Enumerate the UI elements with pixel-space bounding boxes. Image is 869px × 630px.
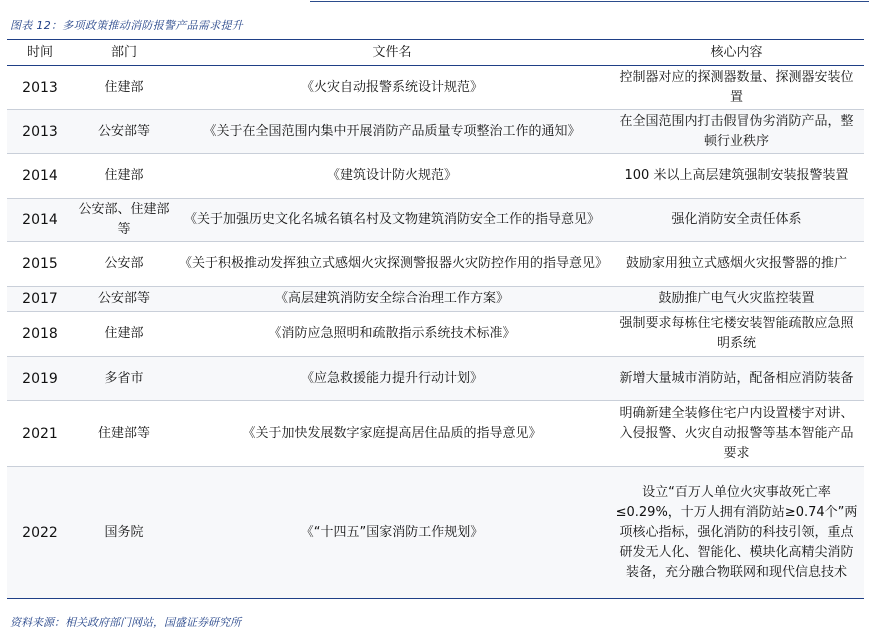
cell-dept: 公安部等 (73, 287, 175, 312)
cell-core: 强制要求每栋住宅楼安装智能疏散应急照明系统 (609, 312, 864, 357)
table-row (7, 287, 864, 312)
table-row (7, 110, 864, 154)
cell-core: 在全国范围内打击假冒伪劣消防产品，整顿行业秩序 (609, 110, 864, 154)
cell-year: 2022 (7, 467, 73, 599)
cell-core: 强化消防安全责任体系 (609, 199, 864, 242)
header-year: 时间 (7, 40, 73, 66)
cell-core: 明确新建全装修住宅户内设置楼宇对讲、入侵报警、火灾自动报警等基本智能产品要求 (609, 401, 864, 467)
cell-dept: 住建部 (73, 66, 175, 110)
header-doc: 文件名 (175, 40, 609, 66)
table-header-row (7, 40, 864, 66)
top-rule (310, 1, 869, 2)
cell-core: 新增大量城市消防站，配备相应消防装备 (609, 357, 864, 401)
table-row (7, 154, 864, 199)
cell-year: 2017 (7, 287, 73, 312)
cell-year: 2018 (7, 312, 73, 357)
table-row (7, 401, 864, 467)
table-row (7, 312, 864, 357)
cell-doc: 《关于积极推动发挥独立式感烟火灾探测警报器火灾防控作用的指导意见》 (175, 242, 609, 287)
cell-year: 2014 (7, 199, 73, 242)
cell-year: 2021 (7, 401, 73, 467)
table-row (7, 66, 864, 110)
table-row (7, 357, 864, 401)
cell-dept: 住建部 (73, 154, 175, 199)
cell-year: 2014 (7, 154, 73, 199)
source-note: 资料来源：相关政府部门网站，国盛证券研究所 (10, 616, 241, 629)
cell-year: 2013 (7, 110, 73, 154)
policy-table (7, 39, 864, 599)
cell-year: 2019 (7, 357, 73, 401)
header-core: 核心内容 (609, 40, 864, 66)
cell-dept: 公安部等 (73, 110, 175, 154)
cell-doc: 《建筑设计防火规范》 (175, 154, 609, 199)
cell-core: 100 米以上高层建筑强制安装报警装置 (609, 154, 864, 199)
cell-core: 鼓励推广电气火灾监控装置 (609, 287, 864, 312)
cell-dept: 住建部等 (73, 401, 175, 467)
table-row (7, 467, 864, 599)
cell-doc: 《消防应急照明和疏散指示系统技术标准》 (175, 312, 609, 357)
cell-dept: 多省市 (73, 357, 175, 401)
cell-dept: 国务院 (73, 467, 175, 599)
cell-doc: 《“十四五”国家消防工作规划》 (175, 467, 609, 599)
cell-core: 控制器对应的探测器数量、探测器安装位置 (609, 66, 864, 110)
cell-doc: 《关于加强历史文化名城名镇名村及文物建筑消防安全工作的指导意见》 (175, 199, 609, 242)
cell-doc: 《火灾自动报警系统设计规范》 (175, 66, 609, 110)
cell-year: 2013 (7, 66, 73, 110)
cell-doc: 《高层建筑消防安全综合治理工作方案》 (175, 287, 609, 312)
cell-dept: 公安部 (73, 242, 175, 287)
cell-core: 设立“百万人单位火灾事故死亡率≤0.29%，十万人拥有消防站≥0.74个”两项核心指标，强化消防的科技引领，重点研发无人化、智能化、模块化高精尖消防装备，充分融合物联网和现代信息技术 (609, 467, 864, 599)
table-row (7, 199, 864, 242)
cell-dept: 住建部 (73, 312, 175, 357)
cell-dept: 公安部、住建部等 (73, 199, 175, 242)
header-dept: 部门 (73, 40, 175, 66)
cell-core: 鼓励家用独立式感烟火灾报警器的推广 (609, 242, 864, 287)
cell-doc: 《关于在全国范围内集中开展消防产品质量专项整治工作的通知》 (175, 110, 609, 154)
table-row (7, 242, 864, 287)
figure-caption: 图表 12：多项政策推动消防报警产品需求提升 (10, 19, 244, 32)
cell-doc: 《关于加快发展数字家庭提高居住品质的指导意见》 (175, 401, 609, 467)
cell-year: 2015 (7, 242, 73, 287)
cell-doc: 《应急救援能力提升行动计划》 (175, 357, 609, 401)
